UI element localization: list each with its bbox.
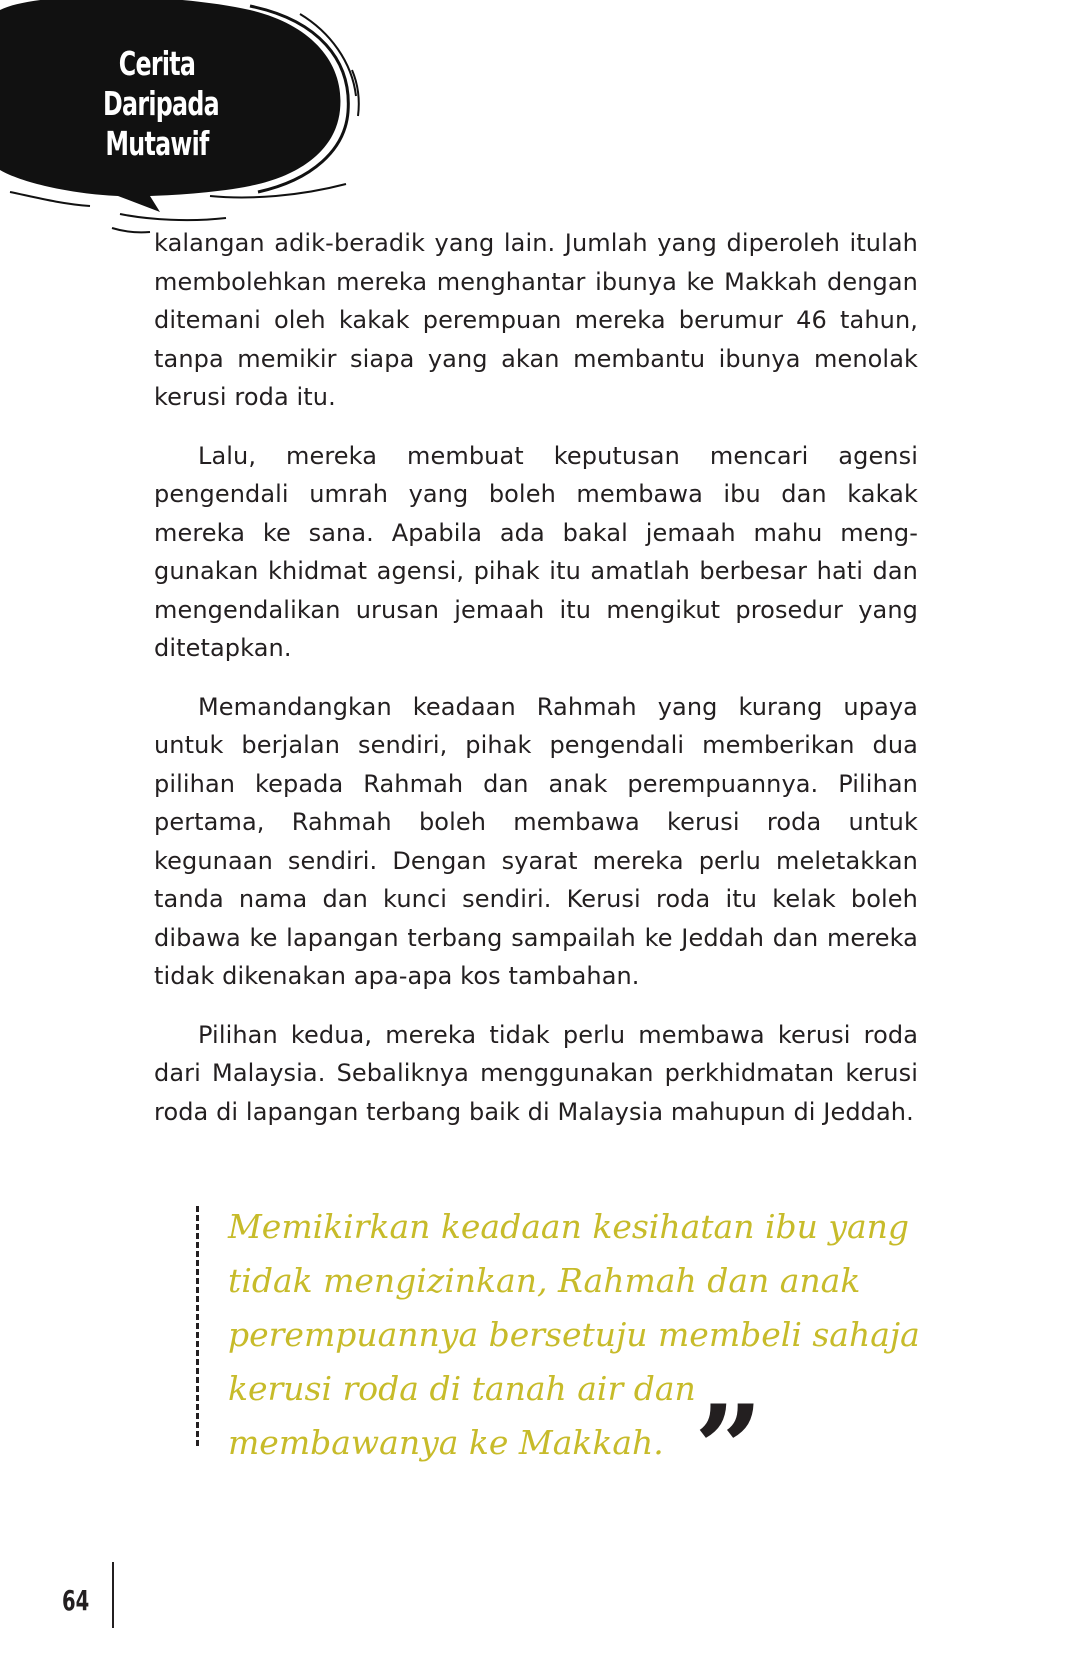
badge-line: Daripada — [103, 84, 219, 123]
body-text — [154, 224, 918, 1131]
section-badge — [0, 0, 380, 240]
paragraph: Lalu, mereka membuat keputusan mencari agensi pengendali umrah yang boleh membawa ibu dan kakak mereka ke sana. Apabila ada bakal jemaah mahu meng-gunakan khidmat agensi, pihak itu amatlah berbesar hati dan mengendalikan urusan jemaah itu mengikut prosedur yang ditetapkan. — [154, 441, 918, 662]
badge-title — [103, 44, 219, 164]
page-number-divider — [112, 1562, 114, 1628]
paragraph: Pilihan kedua, mereka tidak perlu membawa kerusi roda dari Malaysia. Sebaliknya menggunakan perkhidmatan kerusi roda di lapangan terbang baik di Malaysia mahupun di Jeddah. — [154, 1020, 918, 1126]
pull-quote-text: Memikirkan keadaan kesihatan ibu yang tidak mengizinkan, Rahmah dan anak perempuannya bersetuju membeli sahaja kerusi roda di tanah air dan membawanya ke Makkah. — [228, 1207, 920, 1462]
pull-quote — [196, 1200, 936, 1520]
closing-quote-icon: ” — [694, 1379, 756, 1520]
quote-dashed-rule — [196, 1206, 199, 1446]
paragraph: kalangan adik-beradik yang lain. Jumlah yang diperoleh itulah membolehkan mereka menghantar ibunya ke Makkah dengan ditemani oleh kakak perempuan mereka berumur 46 tahun, tanpa memikir siapa yang akan membantu ibunya menolak kerusi roda itu. — [154, 229, 918, 411]
badge-line: Cerita — [118, 44, 196, 83]
page-number: 64 — [62, 1584, 90, 1617]
paragraph: Memandangkan keadaan Rahmah yang kurang upaya untuk berjalan sendiri, pihak pengendali memberikan dua pilihan kepada Rahmah dan anak perempuannya. Pilihan pertama, Rahmah boleh membawa kerusi roda untuk kegunaan sendiri. Dengan syarat mereka perlu meletakkan tanda nama dan kunci sendiri. Kerusi roda itu kelak boleh dibawa ke lapangan terbang sampailah ke Jeddah dan mereka tidak dikenakan apa-apa kos tambahan. — [154, 692, 918, 990]
badge-line: Mutawif — [105, 124, 209, 163]
